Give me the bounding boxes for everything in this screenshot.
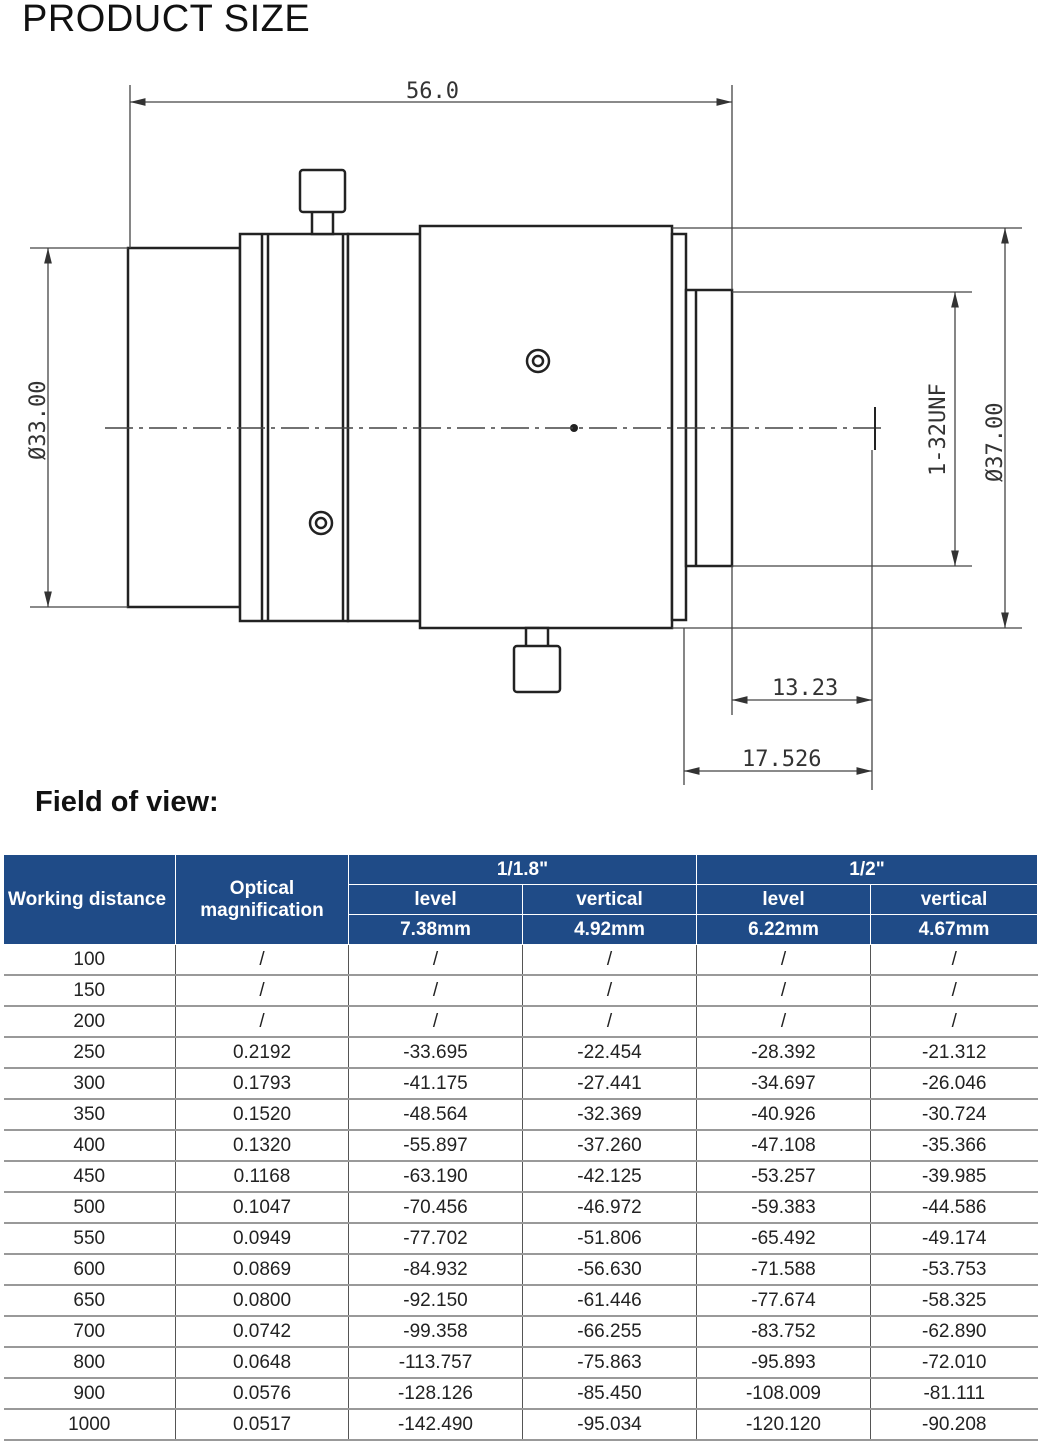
table-cell: 500 bbox=[4, 1192, 176, 1223]
table-cell: / bbox=[697, 975, 871, 1006]
table-cell: / bbox=[871, 975, 1038, 1006]
table-cell: -59.383 bbox=[697, 1192, 871, 1223]
table-cell: -21.312 bbox=[871, 1037, 1038, 1068]
table-cell: / bbox=[523, 945, 697, 976]
table-cell: -26.046 bbox=[871, 1068, 1038, 1099]
table-row bbox=[4, 1223, 1038, 1254]
table-row bbox=[4, 1006, 1038, 1037]
table-cell: -47.108 bbox=[697, 1130, 871, 1161]
dim-body-diameter-label: Ø37.00 bbox=[983, 402, 1008, 482]
table-cell: -53.257 bbox=[697, 1161, 871, 1192]
table-cell: -65.492 bbox=[697, 1223, 871, 1254]
table-cell: / bbox=[176, 1006, 349, 1037]
header-vertical: vertical bbox=[523, 885, 697, 915]
page-title: PRODUCT SIZE bbox=[22, 0, 311, 40]
table-cell: 450 bbox=[4, 1161, 176, 1192]
table-row bbox=[4, 1130, 1038, 1161]
table-cell: -30.724 bbox=[871, 1099, 1038, 1130]
table-cell: -53.753 bbox=[871, 1254, 1038, 1285]
table-cell: -61.446 bbox=[523, 1285, 697, 1316]
table-cell: / bbox=[176, 975, 349, 1006]
table-cell: 0.1320 bbox=[176, 1130, 349, 1161]
header-sensor-1-2: 1/2" bbox=[697, 855, 1038, 885]
header-vertical: vertical bbox=[871, 885, 1038, 915]
table-row bbox=[4, 1161, 1038, 1192]
table-cell: -83.752 bbox=[697, 1316, 871, 1347]
table-cell: -62.890 bbox=[871, 1316, 1038, 1347]
table-cell: -108.009 bbox=[697, 1378, 871, 1409]
header-level: level bbox=[349, 885, 523, 915]
table-cell: / bbox=[349, 945, 523, 976]
table-cell: -44.586 bbox=[871, 1192, 1038, 1223]
table-cell: -95.034 bbox=[523, 1409, 697, 1440]
table-cell: -84.932 bbox=[349, 1254, 523, 1285]
table-cell: / bbox=[523, 1006, 697, 1037]
table-cell: 0.0517 bbox=[176, 1409, 349, 1440]
top-screw bbox=[312, 210, 333, 234]
table-cell: 650 bbox=[4, 1285, 176, 1316]
table-cell: 400 bbox=[4, 1130, 176, 1161]
table-cell: / bbox=[349, 1006, 523, 1037]
table-cell: 0.0869 bbox=[176, 1254, 349, 1285]
table-cell: -72.010 bbox=[871, 1347, 1038, 1378]
table-cell: 0.0800 bbox=[176, 1285, 349, 1316]
table-cell: 150 bbox=[4, 975, 176, 1006]
header-working-distance: Working distance bbox=[4, 855, 176, 945]
table-cell: 300 bbox=[4, 1068, 176, 1099]
table-cell: 550 bbox=[4, 1223, 176, 1254]
table-cell: -66.255 bbox=[523, 1316, 697, 1347]
table-cell: -41.175 bbox=[349, 1068, 523, 1099]
table-cell: 0.1520 bbox=[176, 1099, 349, 1130]
table-cell: -70.456 bbox=[349, 1192, 523, 1223]
table-cell: 0.1793 bbox=[176, 1068, 349, 1099]
table-row bbox=[4, 1254, 1038, 1285]
table-cell: 900 bbox=[4, 1378, 176, 1409]
table-cell: 250 bbox=[4, 1037, 176, 1068]
table-cell: -46.972 bbox=[523, 1192, 697, 1223]
table-row bbox=[4, 1192, 1038, 1223]
table-cell: 0.0648 bbox=[176, 1347, 349, 1378]
table-cell: 0.1047 bbox=[176, 1192, 349, 1223]
table-row bbox=[4, 1285, 1038, 1316]
table-cell: 100 bbox=[4, 945, 176, 976]
table-cell: -142.490 bbox=[349, 1409, 523, 1440]
dim-flange-2-label: 17.526 bbox=[742, 747, 822, 772]
header-sensor-1-1.8: 1/1.8" bbox=[349, 855, 697, 885]
table-cell: / bbox=[871, 945, 1038, 976]
table-cell: -58.325 bbox=[871, 1285, 1038, 1316]
table-cell: -77.702 bbox=[349, 1223, 523, 1254]
table-cell: 0.1168 bbox=[176, 1161, 349, 1192]
table-cell: 700 bbox=[4, 1316, 176, 1347]
table-row bbox=[4, 1099, 1038, 1130]
table-cell: / bbox=[523, 975, 697, 1006]
table-row bbox=[4, 1409, 1038, 1440]
lens-outline bbox=[128, 170, 732, 692]
table-cell: -22.454 bbox=[523, 1037, 697, 1068]
header-size: 6.22mm bbox=[697, 915, 871, 945]
table-row bbox=[4, 975, 1038, 1006]
table-cell: 200 bbox=[4, 1006, 176, 1037]
dim-thread-label: 1-32UNF bbox=[926, 383, 951, 476]
header-size: 4.92mm bbox=[523, 915, 697, 945]
table-cell: 1000 bbox=[4, 1409, 176, 1440]
table-row bbox=[4, 1347, 1038, 1378]
field-of-view-table bbox=[3, 854, 1038, 1441]
table-cell: -71.588 bbox=[697, 1254, 871, 1285]
header-optical-magnification: Optical magnification bbox=[176, 855, 349, 945]
table-cell: -42.125 bbox=[523, 1161, 697, 1192]
table-cell: 350 bbox=[4, 1099, 176, 1130]
header-size: 7.38mm bbox=[349, 915, 523, 945]
table-cell: -85.450 bbox=[523, 1378, 697, 1409]
dim-length-label: 56.0 bbox=[406, 79, 459, 104]
table-cell: -63.190 bbox=[349, 1161, 523, 1192]
table-cell: -40.926 bbox=[697, 1099, 871, 1130]
table-cell: 0.0949 bbox=[176, 1223, 349, 1254]
table-cell: -33.695 bbox=[349, 1037, 523, 1068]
table-cell: 600 bbox=[4, 1254, 176, 1285]
table-cell: / bbox=[697, 945, 871, 976]
table-cell: -92.150 bbox=[349, 1285, 523, 1316]
table-cell: / bbox=[697, 1006, 871, 1037]
table-cell: -81.111 bbox=[871, 1378, 1038, 1409]
table-row bbox=[4, 1068, 1038, 1099]
table-cell: -37.260 bbox=[523, 1130, 697, 1161]
table-row bbox=[4, 945, 1038, 976]
table-row bbox=[4, 1037, 1038, 1068]
table-cell: / bbox=[349, 975, 523, 1006]
table-cell: / bbox=[871, 1006, 1038, 1037]
table-cell: -95.893 bbox=[697, 1347, 871, 1378]
table-cell: 0.2192 bbox=[176, 1037, 349, 1068]
table-cell: / bbox=[176, 945, 349, 976]
dim-front-diameter-label: Ø33.00 bbox=[26, 380, 51, 460]
table-cell: -34.697 bbox=[697, 1068, 871, 1099]
header-level: level bbox=[697, 885, 871, 915]
table-cell: -128.126 bbox=[349, 1378, 523, 1409]
table-cell: -32.369 bbox=[523, 1099, 697, 1130]
header-size: 4.67mm bbox=[871, 915, 1038, 945]
table-cell: -55.897 bbox=[349, 1130, 523, 1161]
table-cell: -113.757 bbox=[349, 1347, 523, 1378]
table-cell: -49.174 bbox=[871, 1223, 1038, 1254]
table-cell: -99.358 bbox=[349, 1316, 523, 1347]
table-cell: 0.0576 bbox=[176, 1378, 349, 1409]
table-cell: -75.863 bbox=[523, 1347, 697, 1378]
table-cell: -48.564 bbox=[349, 1099, 523, 1130]
table-cell: -51.806 bbox=[523, 1223, 697, 1254]
dim-flange-1-label: 13.23 bbox=[772, 676, 839, 701]
table-row bbox=[4, 1378, 1038, 1409]
table-cell: -77.674 bbox=[697, 1285, 871, 1316]
table-row bbox=[4, 1316, 1038, 1347]
table-cell: 800 bbox=[4, 1347, 176, 1378]
table-cell: -39.985 bbox=[871, 1161, 1038, 1192]
field-of-view-heading: Field of view: bbox=[35, 786, 219, 818]
table-cell: -56.630 bbox=[523, 1254, 697, 1285]
table-cell: -120.120 bbox=[697, 1409, 871, 1440]
table-cell: 0.0742 bbox=[176, 1316, 349, 1347]
table-cell: -28.392 bbox=[697, 1037, 871, 1068]
table-cell: -90.208 bbox=[871, 1409, 1038, 1440]
table-cell: -35.366 bbox=[871, 1130, 1038, 1161]
table-cell: -27.441 bbox=[523, 1068, 697, 1099]
